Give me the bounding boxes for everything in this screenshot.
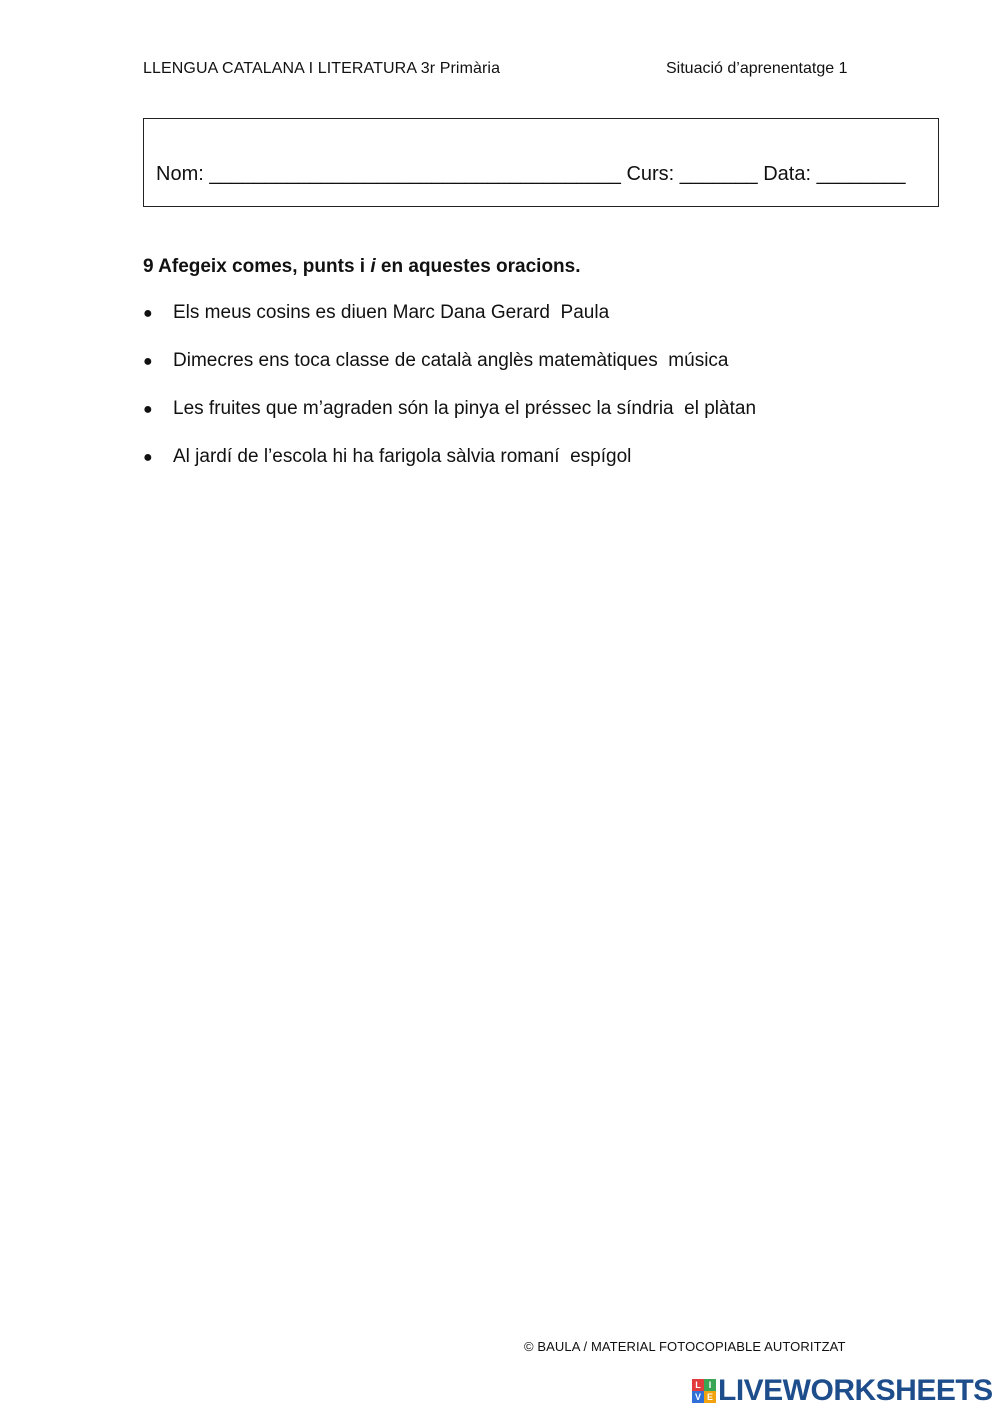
bullet-icon: ● xyxy=(143,401,153,418)
logo-letter-i: I xyxy=(704,1379,716,1391)
student-info-line: Nom: _____________________________________ Curs: _______ Data: ________ xyxy=(156,163,906,185)
logo-letter-v: V xyxy=(692,1391,704,1403)
sentence-text: Els meus cosins es diuen Marc Dana Gerard Paula xyxy=(173,302,610,323)
header-subject: LLENGUA CATALANA I LITERATURA 3r Primària xyxy=(143,60,501,77)
exercise-title xyxy=(143,256,581,278)
logo-text: LIVEWORKSHEETS xyxy=(718,1374,993,1407)
student-info-box xyxy=(143,118,939,207)
sentence-text: Les fruites que m’agraden són la pinya el préssec la síndria el plàtan xyxy=(173,398,757,419)
exercise-title-italic: i xyxy=(370,256,376,277)
exercise-title-prefix: 9 Afegeix comes, punts i xyxy=(143,256,371,277)
exercise-title-suffix: en aquestes oracions. xyxy=(375,256,581,277)
bullet-icon: ● xyxy=(143,305,153,322)
sentence-text: Al jardí de l’escola hi ha farigola sàlvia romaní espígol xyxy=(173,446,632,467)
copyright-footer: © BAULA / MATERIAL FOTOCOPIABLE AUTORITZAT xyxy=(524,1339,846,1354)
bullet-icon: ● xyxy=(143,353,153,370)
logo-letter-e: E xyxy=(704,1391,716,1403)
header-situation: Situació d’aprenentatge 1 xyxy=(666,60,848,77)
logo-letter-l: L xyxy=(692,1379,704,1391)
sentence-text: Dimecres ens toca classe de català anglès matemàtiques música xyxy=(173,350,729,371)
bullet-icon: ● xyxy=(143,449,153,466)
liveworksheets-icon xyxy=(692,1379,716,1403)
liveworksheets-logo[interactable] xyxy=(692,1374,993,1408)
